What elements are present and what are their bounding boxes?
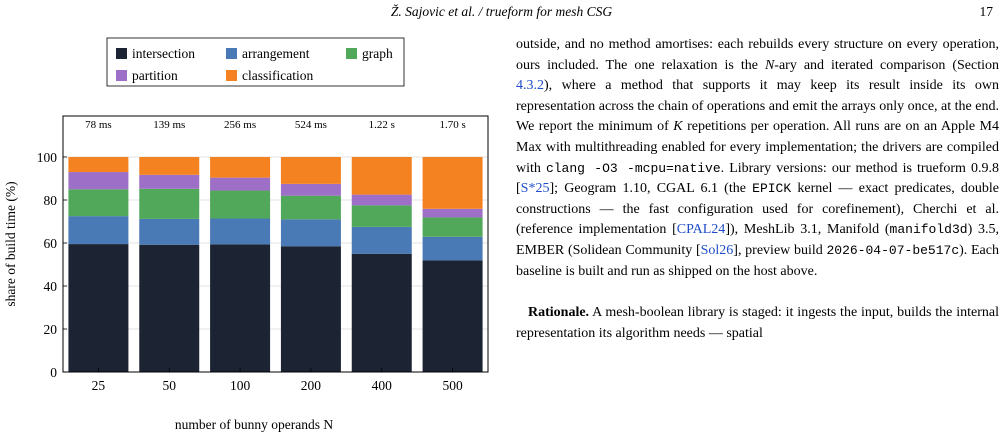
bar-segment-partition: [352, 195, 412, 206]
legend-swatch-partition: [116, 70, 127, 81]
chart-legend: [107, 38, 404, 86]
bar-segment-arrangement: [68, 216, 128, 244]
bar-segment-intersection: [423, 260, 483, 372]
legend-swatch-classification: [226, 70, 237, 81]
y-axis-label: share of build time (%): [3, 181, 18, 307]
section-reference-link[interactable]: 4.3.2: [516, 78, 544, 94]
x-tick-label: 100: [229, 378, 251, 393]
text-run: kernel — exact predicates, double constructions — the fast configuration used for corefinement), Cherchi et al. (reference implementation [: [516, 181, 1000, 238]
stacked-bar-chart: [0, 30, 500, 441]
page-number: 17: [979, 4, 993, 19]
text-run: outside, and no method amortises: each rebuilds every structure on every operation, ours included. The one relaxation is the: [516, 37, 999, 73]
body-column: [516, 35, 999, 344]
page-header: [0, 4, 1003, 26]
variable-n: N: [764, 57, 775, 73]
bar-segment-intersection: [281, 246, 341, 372]
bar-segment-classification: [281, 157, 341, 184]
bar-segment-partition: [281, 184, 341, 196]
x-axis-label: number of bunny operands N: [174, 417, 334, 432]
bar-segment-classification: [423, 157, 483, 209]
bar-segment-arrangement: [352, 227, 412, 254]
text-run: -ary and iterated comparison (Section: [774, 57, 999, 73]
x-tick-label: 200: [300, 378, 322, 393]
bar-total-label: 1.70 s: [439, 119, 466, 131]
bar-segment-partition: [210, 178, 270, 191]
text-run: ]; Geogram 1.10, CGAL 6.1 (the: [549, 181, 753, 197]
bar-total-label: 139 ms: [153, 119, 186, 131]
bar-total-label: 524 ms: [294, 119, 327, 131]
bar-segment-graph: [139, 189, 199, 219]
package-name-code: manifold3d: [889, 222, 968, 238]
bar-stacks: [68, 157, 482, 372]
x-tick-label: 25: [91, 378, 106, 393]
bar-total-label: 1.22 s: [368, 119, 395, 131]
y-tick-label: 0: [50, 365, 57, 380]
text-run: ]), MeshLib 3.1, Manifold (: [725, 222, 890, 238]
x-tick-label: 400: [371, 378, 392, 393]
text-run: ), where a method that supports it may keep its result inside its own representation across the chain of operations and emit the arrays only once, at the end. We report the minimum of: [516, 78, 999, 135]
compiler-flags-code: clang -O3 -mcpu=native: [545, 160, 721, 176]
citation-link[interactable]: S*25: [520, 181, 550, 197]
bar-segment-intersection: [68, 244, 128, 372]
text-run: repetitions per operation. All runs are on an Apple M4 Max with multithreading enabled for every implementation; the drivers are compiled with: [516, 119, 999, 176]
y-tick-label: 60: [43, 236, 57, 251]
bar-segment-partition: [68, 172, 128, 189]
y-tick-label: 40: [43, 279, 57, 294]
paragraph-implementations: [516, 35, 999, 282]
bar-segment-graph: [68, 189, 128, 216]
paragraph-rationale: [516, 303, 999, 344]
text-run: . Library versions: our method is trueform 0.9.8 [: [516, 160, 999, 197]
bar-segment-intersection: [139, 245, 199, 372]
bar-segment-classification: [139, 157, 199, 175]
bar-segment-arrangement: [139, 219, 199, 245]
bar-total-labels: [85, 119, 466, 131]
legend-label: partition: [132, 68, 178, 83]
citation-link[interactable]: CPAL24: [676, 222, 726, 238]
bar-total-label: 78 ms: [85, 119, 112, 131]
text-run: A mesh-boolean library is staged: it ingests the input, builds the internal representation its algorithm needs — spatial: [516, 305, 999, 341]
bar-total-label: 256 ms: [224, 119, 257, 131]
y-tick-label: 100: [36, 150, 57, 165]
bar-segment-arrangement: [281, 219, 341, 246]
running-title: Ž. Sajovic et al. / trueform for mesh CSG: [390, 4, 613, 19]
bar-segment-graph: [281, 196, 341, 220]
text-run: ], preview build: [733, 242, 827, 258]
legend-swatch-graph: [346, 48, 357, 59]
build-id-code: 2026-04-07-be517c: [826, 242, 960, 258]
legend-swatch-arrangement: [226, 48, 237, 59]
bar-segment-arrangement: [423, 237, 483, 261]
x-tick-label: 500: [442, 378, 463, 393]
bar-segment-arrangement: [210, 218, 270, 244]
kernel-name-code: EPICK: [752, 181, 792, 197]
bar-segment-classification: [68, 157, 128, 172]
variable-k: K: [673, 119, 683, 135]
bar-segment-graph: [210, 191, 270, 219]
bar-segment-partition: [423, 209, 483, 218]
legend-swatch-intersection: [116, 48, 127, 59]
bar-segment-intersection: [210, 244, 270, 372]
bar-segment-intersection: [352, 254, 412, 372]
legend-label: graph: [362, 46, 393, 61]
bar-segment-graph: [423, 217, 483, 236]
y-tick-label: 20: [43, 322, 57, 337]
legend-label: arrangement: [242, 46, 310, 61]
text-run: ). Each baseline is built and run as shipped on the host above.: [516, 242, 999, 279]
legend-label: classification: [242, 68, 314, 83]
x-tick-label: 50: [162, 378, 176, 393]
text-run: ) 3.5, EMBER (Solidean Community [: [516, 222, 999, 258]
y-tick-label: 80: [43, 193, 57, 208]
bar-segment-classification: [210, 157, 270, 178]
legend-label: intersection: [132, 46, 195, 61]
bar-segment-graph: [352, 205, 412, 227]
citation-link[interactable]: Sol26: [700, 242, 734, 258]
bar-segment-partition: [139, 175, 199, 189]
paragraph-heading: Rationale.: [528, 305, 590, 321]
bar-segment-classification: [352, 157, 412, 195]
